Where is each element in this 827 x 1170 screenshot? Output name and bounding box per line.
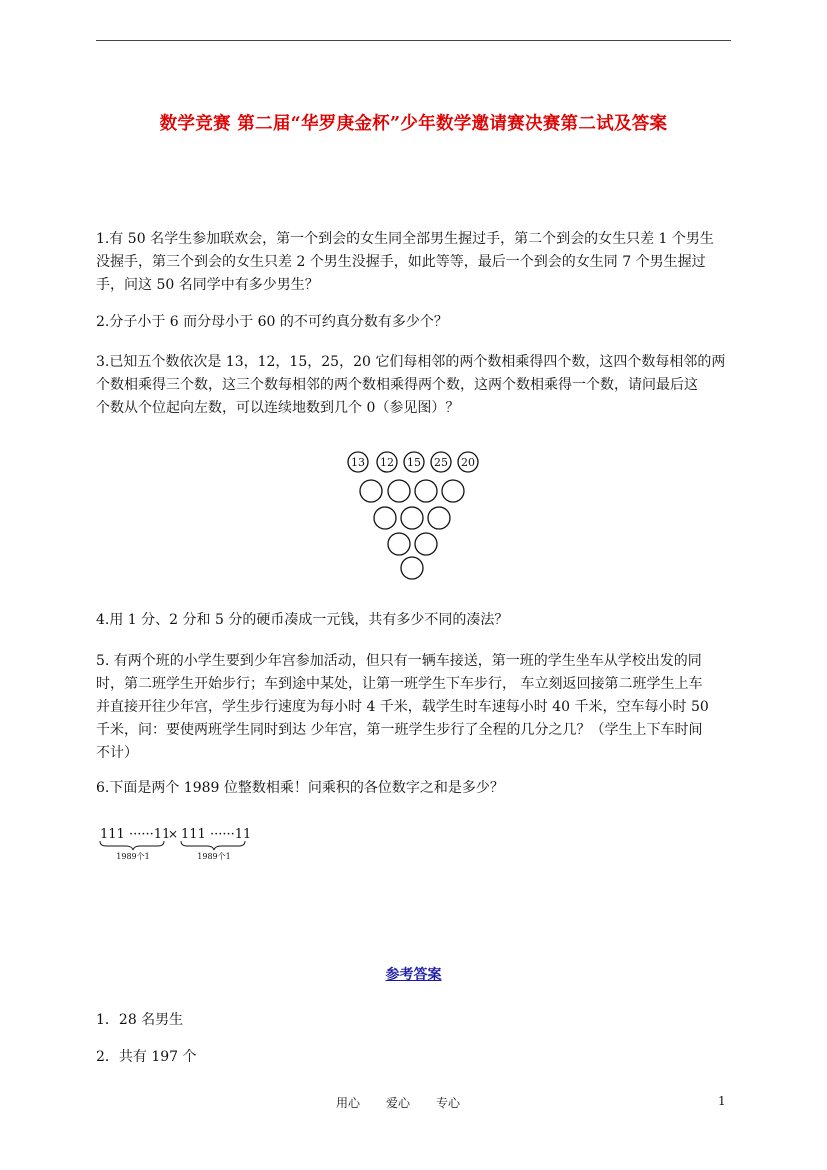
question-line: 没握手，第三个到会的女生只差 2 个男生没握手，如此等等，最后一个到会的女生同 7 个男生握过 xyxy=(96,254,706,270)
page-number: 1 xyxy=(718,1094,726,1108)
product-circle xyxy=(401,507,423,529)
underbrace-right xyxy=(181,841,245,850)
top-number: 25 xyxy=(434,456,448,469)
footer-item: 用心 xyxy=(336,1096,361,1110)
question-line: 个数相乘得三个数，这三个数每相邻的两个数相乘得两个数，这两个数相乘得一个数，请问最后这 xyxy=(96,377,698,393)
question-line: 时，第二班学生开始步行；车到途中某处，让第一班学生下车步行， 车立刻返回接第二班学生上车 xyxy=(96,676,703,692)
brace-label-right: 1989个1 xyxy=(197,852,231,861)
top-number: 13 xyxy=(351,456,365,469)
question-line: 不计） xyxy=(96,745,138,761)
product-circle xyxy=(360,480,382,502)
times-sign: × xyxy=(168,827,179,841)
question-1 xyxy=(96,228,732,297)
page-title: 数学竞赛 第二届“华罗庚金杯”少年数学邀请赛决赛第二试及答案 xyxy=(159,114,668,134)
product-circle xyxy=(374,507,396,529)
top-number: 12 xyxy=(380,456,394,469)
question-line: 5. 有两个班的小学生要到少年宫参加活动，但只有一辆车接送，第一班的学生坐车从学校出发的同 xyxy=(96,653,702,669)
question-2 xyxy=(96,311,732,334)
product-circle xyxy=(415,533,437,555)
product-circle xyxy=(415,480,437,502)
product-circle xyxy=(388,533,410,555)
footer-motto xyxy=(336,1094,496,1111)
underbrace-left xyxy=(100,841,164,850)
number-triangle-figure xyxy=(340,450,485,582)
answers-heading: 参考答案 xyxy=(385,967,442,983)
question-6 xyxy=(96,777,732,800)
question-line: 6.下面是两个 1989 位整数相乘！问乘积的各位数字之和是多少？ xyxy=(96,780,504,796)
factor-left: 111 ······11 xyxy=(100,827,171,842)
brace-label-left: 1989个1 xyxy=(116,852,150,861)
question-3 xyxy=(96,351,732,420)
product-circle xyxy=(401,557,423,579)
question-line: 并直接开往少年宫，学生步行速度为每小时 4 千米，载学生时车速每小时 40 千米，空车每小时 50 xyxy=(96,699,709,715)
product-circle xyxy=(442,480,464,502)
question-line: 2.分子小于 6 而分母小于 60 的不可约真分数有多少个？ xyxy=(96,314,448,330)
question-line: 千米，问：要使两班学生同时到达 少年宫，第一班学生步行了全程的几分之几？（学生上下车时间 xyxy=(96,722,703,738)
product-circle xyxy=(388,480,410,502)
factor-right: 111 ······11 xyxy=(181,827,252,842)
answer-item: 2．共有 197 个 xyxy=(96,1049,197,1065)
question-line: 手，问这 50 名同学中有多少男生？ xyxy=(96,277,319,293)
question-line: 个数从个位起向左数，可以连续地数到几个 0（参见图）？ xyxy=(96,400,460,416)
answer-item: 1．28 名男生 xyxy=(96,1012,184,1028)
top-number: 20 xyxy=(461,456,475,469)
product-circle xyxy=(428,507,450,529)
question-4 xyxy=(96,609,732,632)
header-rule xyxy=(96,40,731,41)
question-5 xyxy=(96,650,732,765)
question-line: 4.用 1 分、2 分和 5 分的硬币凑成一元钱，共有多少不同的凑法？ xyxy=(96,612,509,628)
footer-item: 爱心 xyxy=(386,1096,411,1110)
footer-item: 专心 xyxy=(436,1096,461,1110)
question-line: 3.已知五个数依次是 13，12，15，25，20 它们每相邻的两个数相乘得四个数，这四个数每相邻的两 xyxy=(96,354,726,370)
question-line: 1.有 50 名学生参加联欢会，第一个到会的女生同全部男生握过手，第二个到会的女生只差 1 个男生 xyxy=(96,231,714,247)
top-number: 15 xyxy=(407,456,421,469)
product-expression xyxy=(96,822,256,862)
